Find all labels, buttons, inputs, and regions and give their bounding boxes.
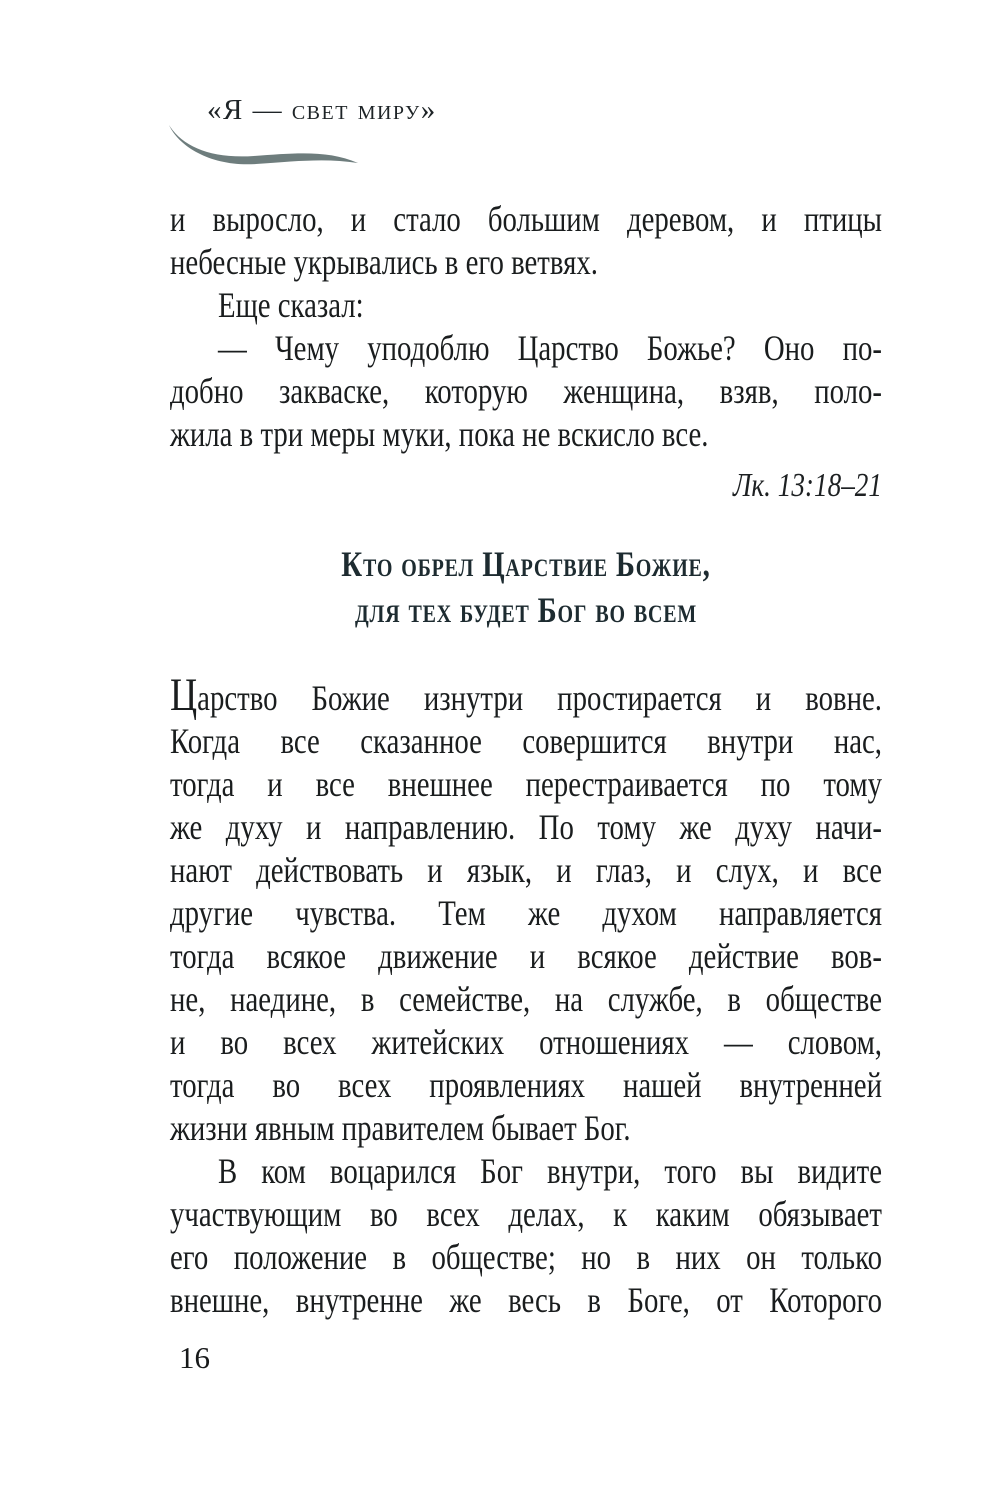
quote-line: и выросло, и стало большим деревом, и птицы	[170, 199, 882, 239]
quote-line: добно закваске, которую женщина, взяв, поло-	[170, 371, 882, 411]
running-head-title: «Я — свет миру»	[207, 94, 437, 126]
body-line: Когда все сказанное совершится внутри нас,	[170, 721, 882, 761]
body-line: тогда всякое движение и всякое действие вов-	[170, 936, 882, 976]
body-line: его положение в обществе; но в них он только	[170, 1237, 882, 1277]
body-line: внешне, внутренне же весь в Боге, от Которого	[170, 1280, 882, 1320]
quote-line: — Чему уподоблю Царство Божье? Оно по-	[218, 328, 882, 368]
body-line: нают действовать и язык, и глаз, и слух, и все	[170, 850, 882, 890]
section-heading-line: для тех будет Бог во всем	[354, 590, 698, 630]
quote-block	[170, 198, 882, 507]
lead-rest: арство Божие изнутри простирается и вовне.	[197, 678, 883, 718]
body-text-block	[170, 669, 883, 1322]
quote-line: Еще сказал:	[218, 285, 364, 325]
body-line: и во всех житейских отношениях — словом,	[170, 1022, 882, 1062]
body-line: участвующим во всех делах, к каким обязывает	[170, 1194, 882, 1234]
body-line: тогда во всех проявлениях нашей внутренней	[170, 1065, 882, 1105]
body-line: другие чувства. Тем же духом направляется	[170, 893, 882, 933]
body-line: не, наедине, в семействе, на службе, в обществе	[170, 979, 882, 1019]
section-heading	[170, 541, 882, 633]
quote-line: жила в три меры муки, пока не вскисло все.	[170, 414, 709, 454]
body-line: же духу и направлению. По тому же духу начи-	[170, 807, 882, 847]
scripture-citation: Лк. 13:18–21	[732, 467, 882, 504]
section-heading-line: Кто обрел Царствие Божие,	[341, 544, 711, 584]
page-number: 16	[179, 1340, 210, 1375]
swoosh-ornament-icon	[166, 122, 362, 170]
body-line: жизни явным правителем бывает Бог.	[170, 1108, 631, 1148]
body-line: В ком воцарился Бог внутри, того вы видите	[218, 1151, 882, 1191]
quote-line: небесные укрывались в его ветвях.	[170, 242, 598, 282]
body-line-lead	[170, 669, 883, 721]
lead-initial: Ц	[170, 669, 198, 721]
body-line: тогда и все внешнее перестраивается по тому	[170, 764, 882, 804]
swoosh-path	[169, 125, 358, 164]
